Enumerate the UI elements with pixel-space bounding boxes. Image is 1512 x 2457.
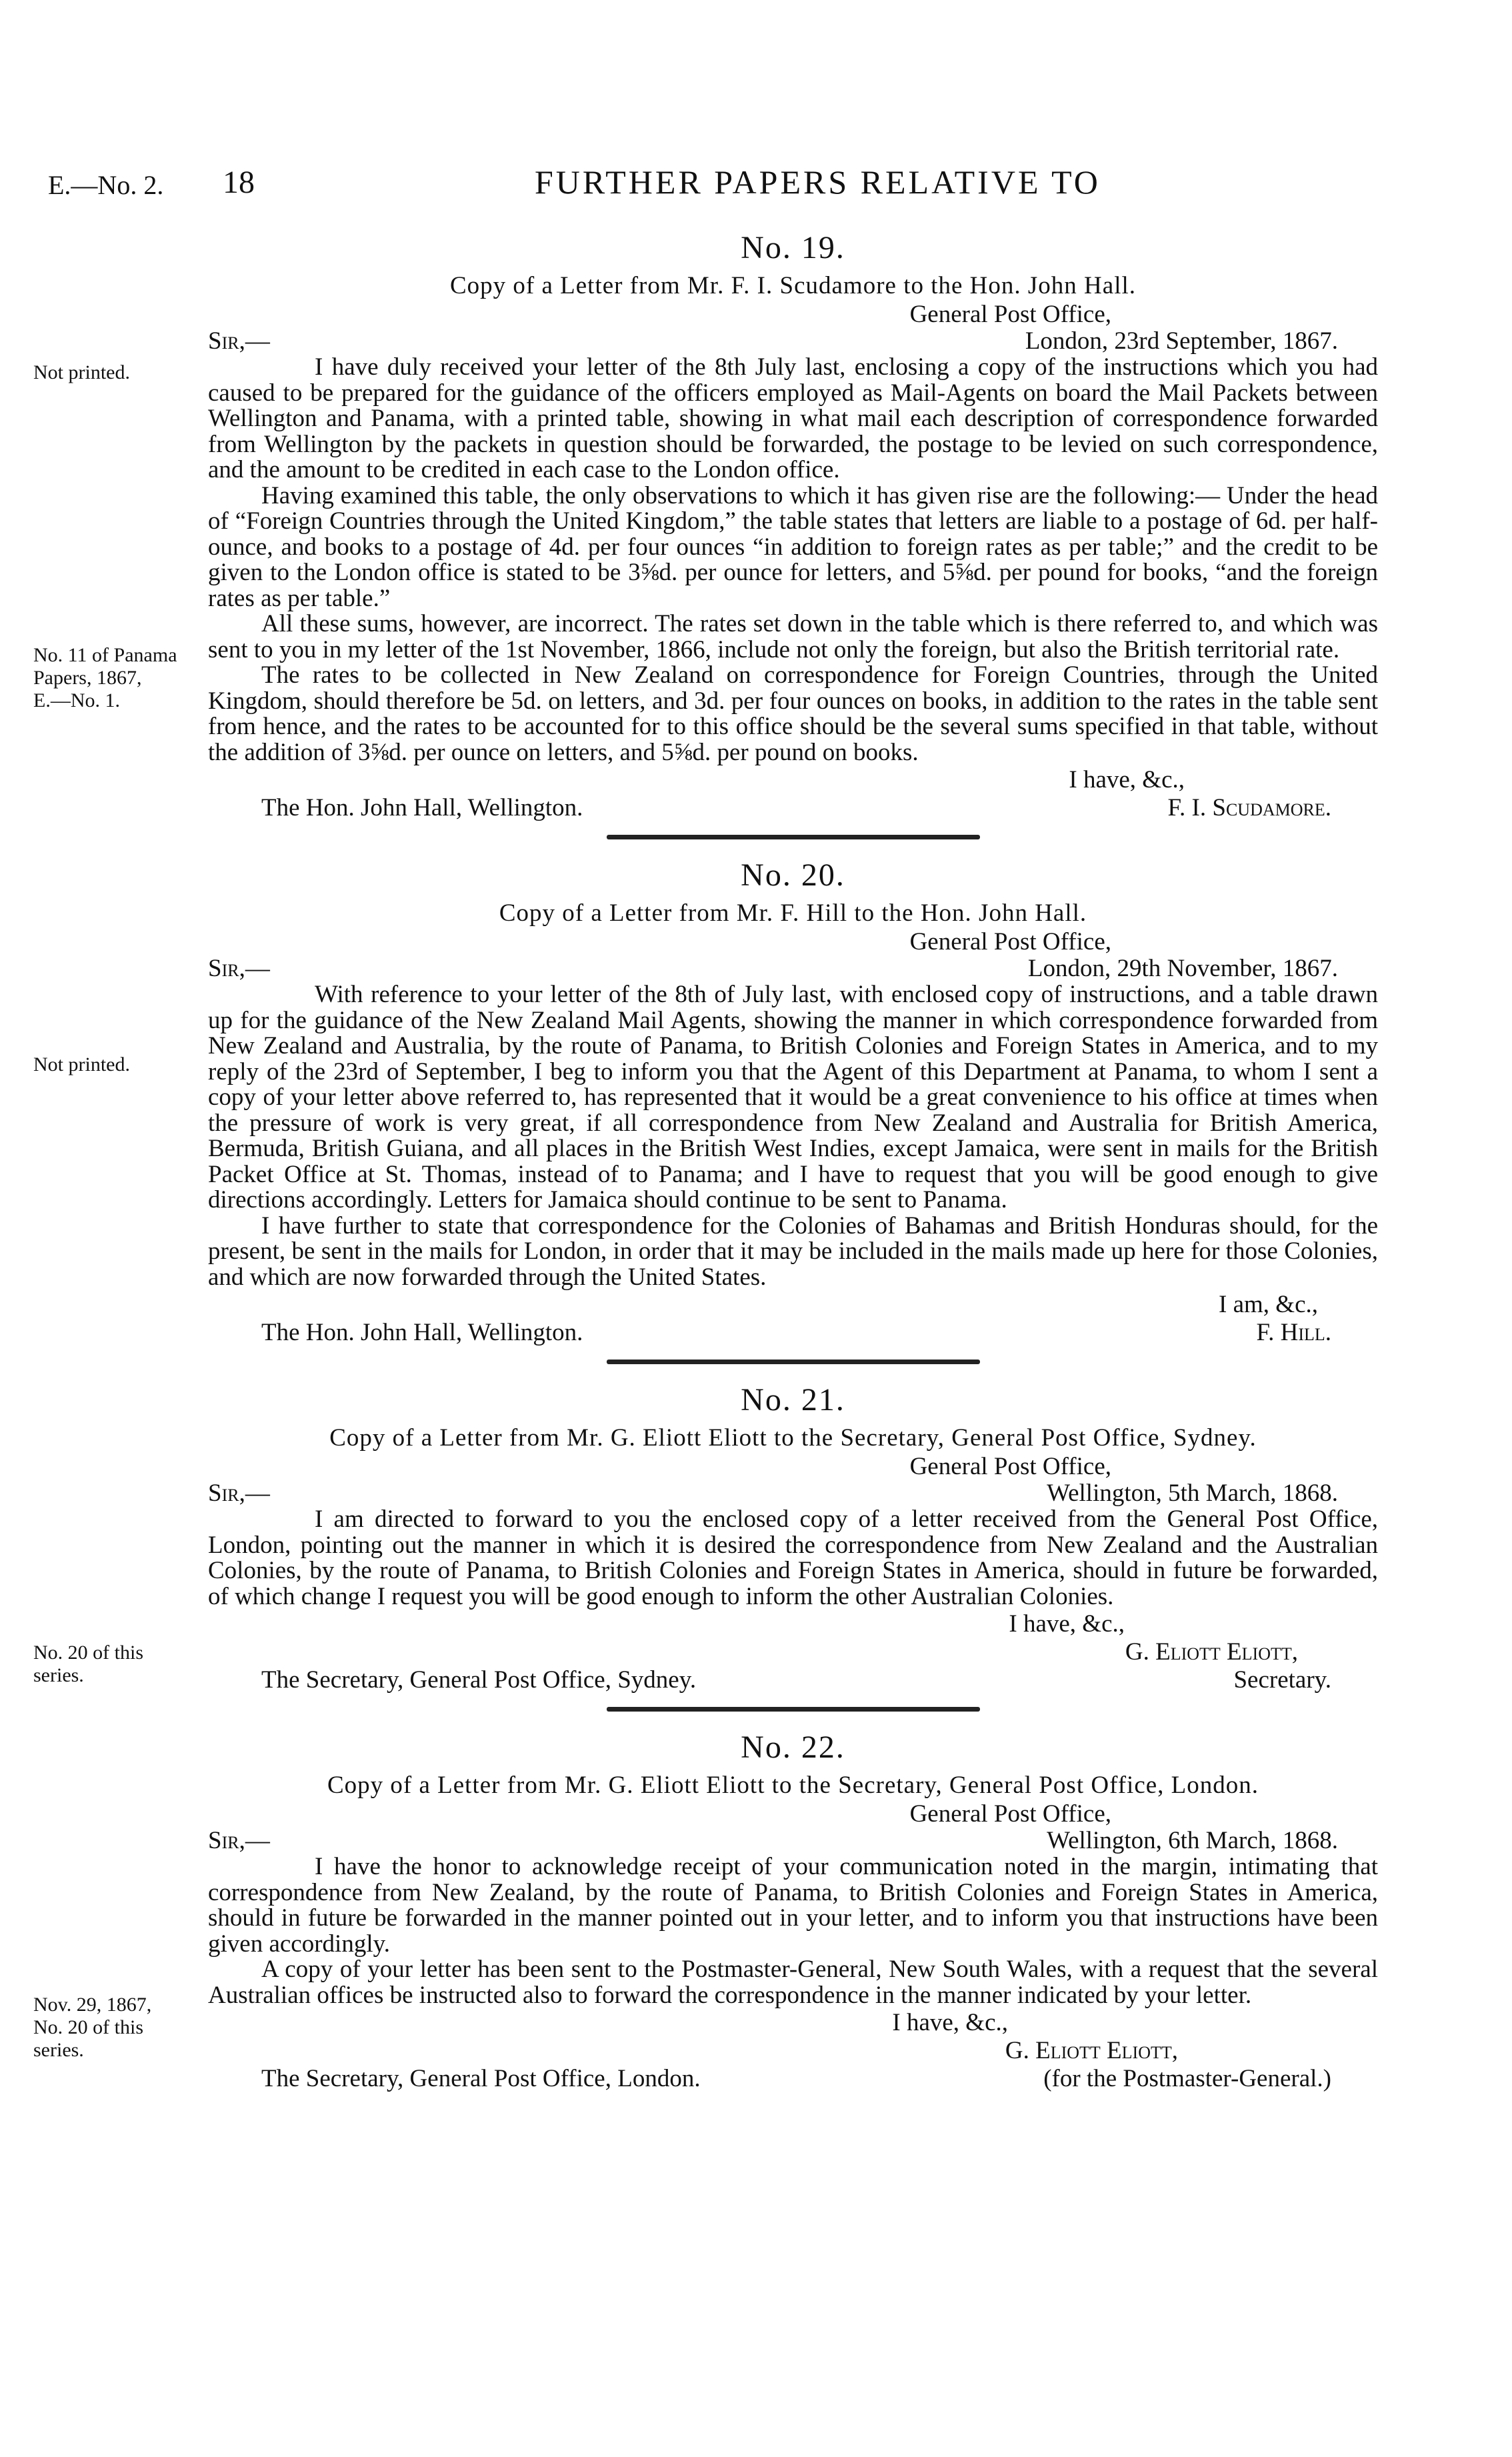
letter-number: No. 19.: [741, 230, 845, 265]
letter-signatory-title: Secretary.: [1233, 1666, 1331, 1694]
letter-address: General Post Office,: [909, 1800, 1111, 1828]
margin-note-line: No. 20 of this: [33, 2016, 143, 2038]
letter-signature: G. Eliott Eliott,: [1125, 1638, 1298, 1666]
letter-addressee-row: [208, 2064, 1378, 2092]
letter-closing-row: [208, 765, 1378, 793]
letter-addressee: The Hon. John Hall, Wellington.: [261, 1319, 583, 1346]
letter-paragraph: I have further to state that correspondence for the Colonies of Bahamas and British Honduras should, for the present, be sent in the mails for London, in order that it may be included in the mails made up here for those Colonies, and which are now forwarded through the United States.: [208, 1211, 1378, 1291]
letter-date: London, 29th November, 1867.: [1027, 955, 1338, 982]
letter-date: Wellington, 6th March, 1868.: [1047, 1827, 1338, 1854]
letter-closing: I have, &c.,: [1069, 766, 1185, 793]
letter-address-row: [208, 1452, 1378, 1479]
letter-addressee: The Secretary, General Post Office, London.: [261, 2065, 701, 2092]
letter-address: General Post Office,: [909, 928, 1111, 955]
letter-closing: I have, &c.,: [892, 2009, 1008, 2036]
letter-signature-row: [208, 1638, 1378, 1666]
letter-paragraph: Having examined this table, the only observations to which it has given rise are the following:— Under the head of “Foreign Countries through the United Kingdom,” the table states that letters are liable to a postage of 6d. per half-ounce, and books to a postage of 4d. per four ounces “in addition to foreign rates as per table;” and the credit to be given to the London office is stated to be 3⅝d. per ounce for letters, and 5⅝d. per pound for books, “and the foreign rates as per table.”: [208, 481, 1378, 612]
letter-salutation: Sir,—: [208, 327, 270, 355]
page-number: 18: [223, 165, 255, 200]
section-divider: [607, 1707, 980, 1712]
letter-date: London, 23rd September, 1867.: [1025, 327, 1338, 355]
section-divider: [607, 835, 980, 839]
letter-closing-row: [208, 2008, 1378, 2036]
letter-address-row: [208, 1800, 1378, 1826]
letter-closing: I am, &c.,: [1219, 1291, 1318, 1318]
letter-addressee: The Hon. John Hall, Wellington.: [261, 794, 583, 821]
letter-19: [208, 229, 1378, 2092]
letter-salutation-row: [208, 327, 1378, 355]
margin-note-nov-29: [33, 1994, 187, 2062]
margin-note-line: Nov. 29, 1867,: [33, 1994, 152, 2016]
letter-signature: F. I. Scudamore.: [1167, 794, 1331, 821]
letter-salutation: Sir,—: [208, 1827, 270, 1854]
margin-note-line: series.: [33, 1664, 84, 1686]
letter-copy-line: Copy of a Letter from Mr. G. Eliott Eliott to the Secretary, General Post Office, Sydney.: [329, 1424, 1257, 1452]
running-title: FURTHER PAPERS RELATIVE TO: [535, 163, 1101, 201]
letter-paragraph: I have the honor to acknowledge receipt of your communication noted in the margin, intimating that correspondence from New Zealand, by the route of Panama, to British Colonies and Foreign States in America, should in future be forwarded in the manner pointed out in your letter, and to inform you that instructions have been given accordingly.: [208, 1853, 1378, 1958]
margin-note-line: E.—No. 1.: [33, 689, 120, 711]
letter-salutation-row: [208, 1479, 1378, 1507]
letter-paragraph: With reference to your letter of the 8th of July last, with enclosed copy of instructions, and a table drawn up for the guidance of the New Zealand Mail Agents, showing the manner in which correspondence forwarded from New Zealand and Australia, by the route of Panama, to British Colonies and Foreign States in America, and to my reply of the 23rd of September, I beg to inform you that the Agent of this Department at Panama, to whom I sent a copy of your letter above referred to, has represented that it would be a great convenience to his office at times when the pressure of work is very great, if all correspondence from New Zealand and Australia for British America, Bermuda, British Guiana, and all places in the British West Indies, except Jamaica, were sent in mails for the British Packet Office at St. Thomas, instead of to Panama; and I have to request that you will be good enough to give directions accordingly. Letters for Jamaica should continue to be sent to Panama.: [208, 981, 1378, 1213]
letter-closing-row: [208, 1290, 1378, 1318]
margin-note-panama-papers: [33, 644, 187, 712]
margin-note-line: No. 20 of this: [33, 1642, 143, 1664]
letter-salutation-row: [208, 1826, 1378, 1854]
page-header: [48, 157, 1459, 204]
letter-closing-row: [208, 1610, 1378, 1638]
letter-number: No. 21.: [741, 1382, 845, 1418]
letter-22: [208, 1729, 1378, 2092]
letter-paragraph: All these sums, however, are incorrect. The rates set down in the table which is there referred to, and which was sent to you in my letter of the 1st November, 1866, include not only the foreign, but also the British territorial rate.: [208, 610, 1378, 663]
letter-signature: F. Hill.: [1256, 1319, 1331, 1346]
letter-20: [208, 857, 1378, 1346]
margin-note-series-20: [33, 1642, 187, 1687]
document-reference: E.—No. 2.: [48, 170, 164, 200]
letter-paragraph: I have duly received your letter of the 8th July last, enclosing a copy of the instructions which you had caused to be prepared for the guidance of the officers employed as Mail-Agents on board the Mail Packets between Wellington and Panama, with a printed table, showing in what mail each description of correspondence forwarded from Wellington by the packets in question should be forwarded, the postage to be levied on such correspondence, and the amount to be credited in each case to the London office.: [208, 353, 1378, 483]
letter-addressee: The Secretary, General Post Office, Sydney.: [261, 1666, 697, 1694]
letter-salutation-row: [208, 954, 1378, 982]
letter-closing: I have, &c.,: [1009, 1610, 1125, 1638]
letter-paragraph: I am directed to forward to you the enclosed copy of a letter received from the General Post Office, London, pointing out the manner in which it is desired the correspondence from New Zealand and the Australian Colonies, by the route of Panama, to British Colonies and Foreign States in America, should in future be forwarded, of which change I request you will be good enough to inform the other Australian Colonies.: [208, 1506, 1378, 1610]
letter-address: General Post Office,: [909, 301, 1111, 328]
letter-copy-line: Copy of a Letter from Mr. F. Hill to the Hon. John Hall.: [499, 899, 1087, 927]
margin-note-line: Papers, 1867,: [33, 667, 142, 689]
letter-copy-line: Copy of a Letter from Mr. F. I. Scudamore to the Hon. John Hall.: [449, 272, 1137, 299]
margin-note-line: No. 11 of Panama: [33, 644, 177, 666]
letter-address-row: [208, 927, 1378, 954]
margin-note-not-printed-2: Not printed.: [33, 1053, 130, 1075]
letter-21: [208, 1382, 1378, 1694]
letter-address: General Post Office,: [909, 1453, 1111, 1480]
letter-paragraph: The rates to be collected in New Zealand on correspondence for Foreign Countries, through the United Kingdom, should therefore be 5d. on letters, and 3d. per four ounces on books, in addition to the rates in the table sent from hence, and the rates to be accounted for to this office should be the several sums specified in that table, without the addition of 3⅝d. per ounce on letters, and 5⅝d. per pound on books.: [208, 661, 1378, 766]
letter-copy-line: Copy of a Letter from Mr. G. Eliott Eliott to the Secretary, General Post Office, London.: [327, 1772, 1259, 1799]
letter-paragraph: A copy of your letter has been sent to the Postmaster-General, New South Wales, with a request that the several Australian offices be instructed also to forward the correspondence in the manner indicated by your letter.: [208, 1956, 1378, 2009]
section-divider: [607, 1360, 980, 1364]
letter-signature-row: [208, 793, 1378, 821]
letter-signature-row: [208, 1318, 1378, 1346]
letter-salutation: Sir,—: [208, 1480, 270, 1507]
letter-number: No. 22.: [741, 1730, 845, 1765]
letter-number: No. 20.: [741, 857, 845, 893]
letter-addressee-row: [208, 1666, 1378, 1694]
letter-signature: G. Eliott Eliott,: [1005, 2037, 1178, 2064]
letter-signatory-title: (for the Postmaster-General.): [1043, 2065, 1331, 2092]
letter-signature-row: [208, 2036, 1378, 2064]
margin-note-not-printed-1: Not printed.: [33, 361, 130, 383]
margin-note-line: series.: [33, 2039, 84, 2061]
letter-salutation: Sir,—: [208, 955, 270, 982]
letter-date: Wellington, 5th March, 1868.: [1047, 1480, 1338, 1507]
letter-address-row: [208, 300, 1378, 327]
